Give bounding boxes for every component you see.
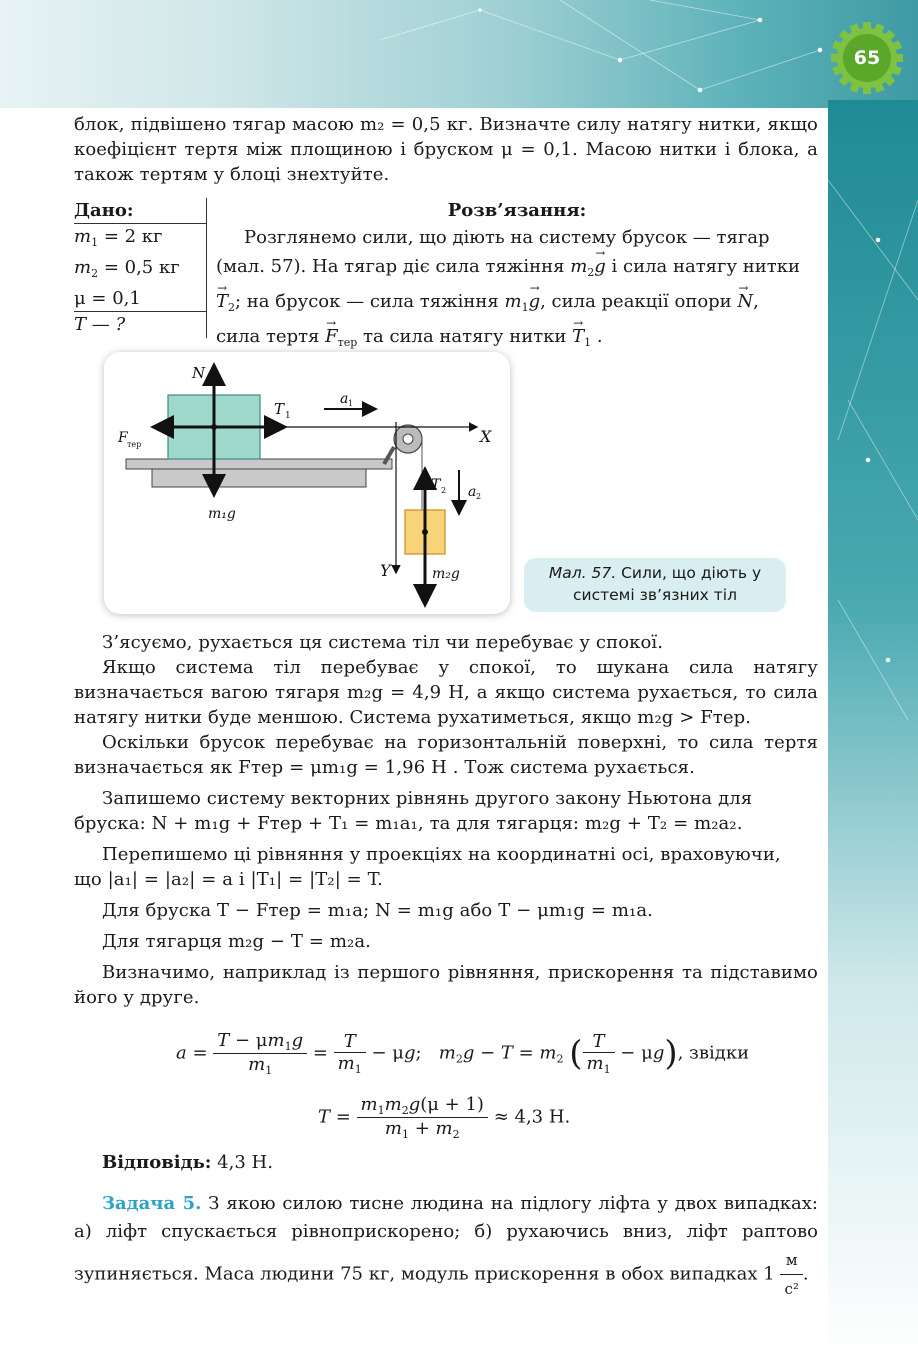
intro-paragraph: блок, підвішено тягар масою m₂ = 0,5 кг. Визначте силу натягу нитки, якщо коефіцієнт тертя між площиною і бруском μ = 0,1. Масою нитки і блока, а також тертям у блоці знехтуйте. — [74, 114, 818, 185]
table-top — [126, 459, 392, 469]
para-5a: Перепишемо ці рівняння у проекціях на координатні осі, враховуючи, — [102, 844, 781, 865]
equation-tension: T = $\frac{m_1m_2g(\mu + 1)}{m_1 + m_2}$ ≈ 4,3 Н. — [318, 1094, 571, 1141]
side-decoration — [828, 100, 918, 1360]
table-base — [152, 469, 366, 487]
para-4a: Запишемо систему векторних рівнянь другого закону Ньютона для — [102, 788, 753, 809]
page-number: 65 — [853, 47, 881, 69]
svg-text:2: 2 — [441, 486, 447, 495]
task-label: Задача 5. — [102, 1193, 202, 1214]
label-T2: T — [431, 477, 441, 493]
para-6: Для бруска T − Fтер = m₁a; N = m₁g або T − μm₁g = m₁a. — [102, 900, 653, 921]
para-4b: бруска: N + m₁g + Fтер + T₁ = m₁a₁, та для тягарця: m₂g + T₂ = m₂a₂. — [74, 813, 743, 834]
label-T1: T — [274, 400, 285, 418]
svg-text:1: 1 — [348, 399, 354, 408]
solution-title: Розв’язання: — [447, 200, 587, 221]
solution-line-4: сила тертя → $F_{тер}$ та сила натягу нитки → $T_1$ . — [216, 322, 818, 357]
para-7: Для тягарця m₂g − T = m₂a. — [102, 931, 371, 952]
given-title: Дано: — [74, 200, 134, 221]
task-text: З якою силою тисне людина на підлогу ліфта у двох випадках: а) ліфт спускається рівноприскорено; б) рухаючись вниз, ліфт раптово зупиняється. Маса людини 75 кг, модуль прискорення в обох випадках 1 — [74, 1193, 818, 1285]
para-5b: що |a₁| = |a₂| = a і |T₁| = |T₂| = T. — [74, 869, 383, 890]
side-network-pattern — [828, 100, 918, 1000]
svg-text:2: 2 — [476, 492, 482, 501]
label-m2g: m₂g — [432, 566, 460, 582]
given-find: T — ? — [74, 314, 126, 335]
label-X: X — [480, 427, 492, 446]
given-m1: $m_1 = 2$ кг — [74, 226, 163, 249]
label-N: N — [192, 364, 206, 382]
main-body — [74, 630, 818, 1010]
answer-label: Відповідь: — [102, 1152, 212, 1173]
label-m1g: m₁g — [208, 506, 236, 522]
figure-caption — [524, 558, 786, 612]
label-Ffr-sub: тер — [127, 440, 142, 449]
answer-value: 4,3 Н. — [217, 1152, 273, 1173]
header-banner — [0, 0, 918, 108]
para-3: Оскільки брусок перебуває на горизонтальній поверхні, то сила тертя визначається як Fтер = μm₁g = 1,96 Н . Тож система рухається. — [74, 732, 818, 778]
answer-line — [102, 1152, 273, 1173]
label-a1: a — [340, 391, 349, 407]
para-8: Визначимо, наприклад із першого рівняння, прискорення та підставимо його у друге. — [74, 962, 818, 1008]
label-Ffr: F — [118, 430, 128, 446]
svg-text:1: 1 — [285, 411, 291, 421]
caption-text: Сили, що діють у системі зв’язних тіл — [572, 564, 762, 604]
para-1: З’ясуємо, рухається ця система тіл чи перебуває у спокої. — [102, 632, 664, 653]
solution-line-3: → $T_2$; на брусок — сила тяжіння $m_1\to g$, сила реакції опори → N, — [216, 287, 818, 322]
network-pattern — [0, 0, 918, 108]
given-mu: μ = 0,1 — [74, 288, 141, 309]
forces-diagram — [104, 352, 510, 614]
label-a2: a — [468, 484, 477, 500]
caption-label: Мал. 57. — [548, 564, 617, 582]
solution-block — [216, 198, 818, 357]
para-2: Якщо система тіл перебуває у спокої, то шукана сила натягу визначається вагою тягаря m₂g = 4,9 Н, а якщо система рухається, то сила натягу нитки буде меншою. Система рухатиметься, якщо m₂g > Fтер. — [74, 657, 818, 728]
equation-acceleration: a = $\frac{T - \mu m_1g}{m_1}$ = $\frac{T}{m_1}$ − μg; $m_2g - T = m_2$ ( $\frac{T}{m_1}$ − μg), звідки — [176, 1030, 750, 1077]
intro-block — [74, 112, 818, 187]
figure-57 — [104, 352, 510, 614]
label-Y: Y — [380, 561, 391, 580]
solution-line-2: (мал. 57). На тягар діє сила тяжіння $m_2\to g$ і сила натягу нитки — [216, 252, 818, 287]
solution-line-1: Розглянемо сили, що діють на систему брусок — тягар — [244, 227, 770, 248]
given-m2: $m_2 = 0,5$ кг — [74, 257, 180, 280]
task-5: Задача 5. З якою силою тисне людина на підлогу ліфта у двох випадках: а) ліфт спускається рівноприскорено; б) рухаючись вниз, ліфт раптово зупиняється. Маса людини 75 кг, модуль прискорення в обох випадках 1 $\frac{м}{\text{с²}}$ . — [74, 1193, 818, 1298]
given-block — [74, 198, 207, 338]
